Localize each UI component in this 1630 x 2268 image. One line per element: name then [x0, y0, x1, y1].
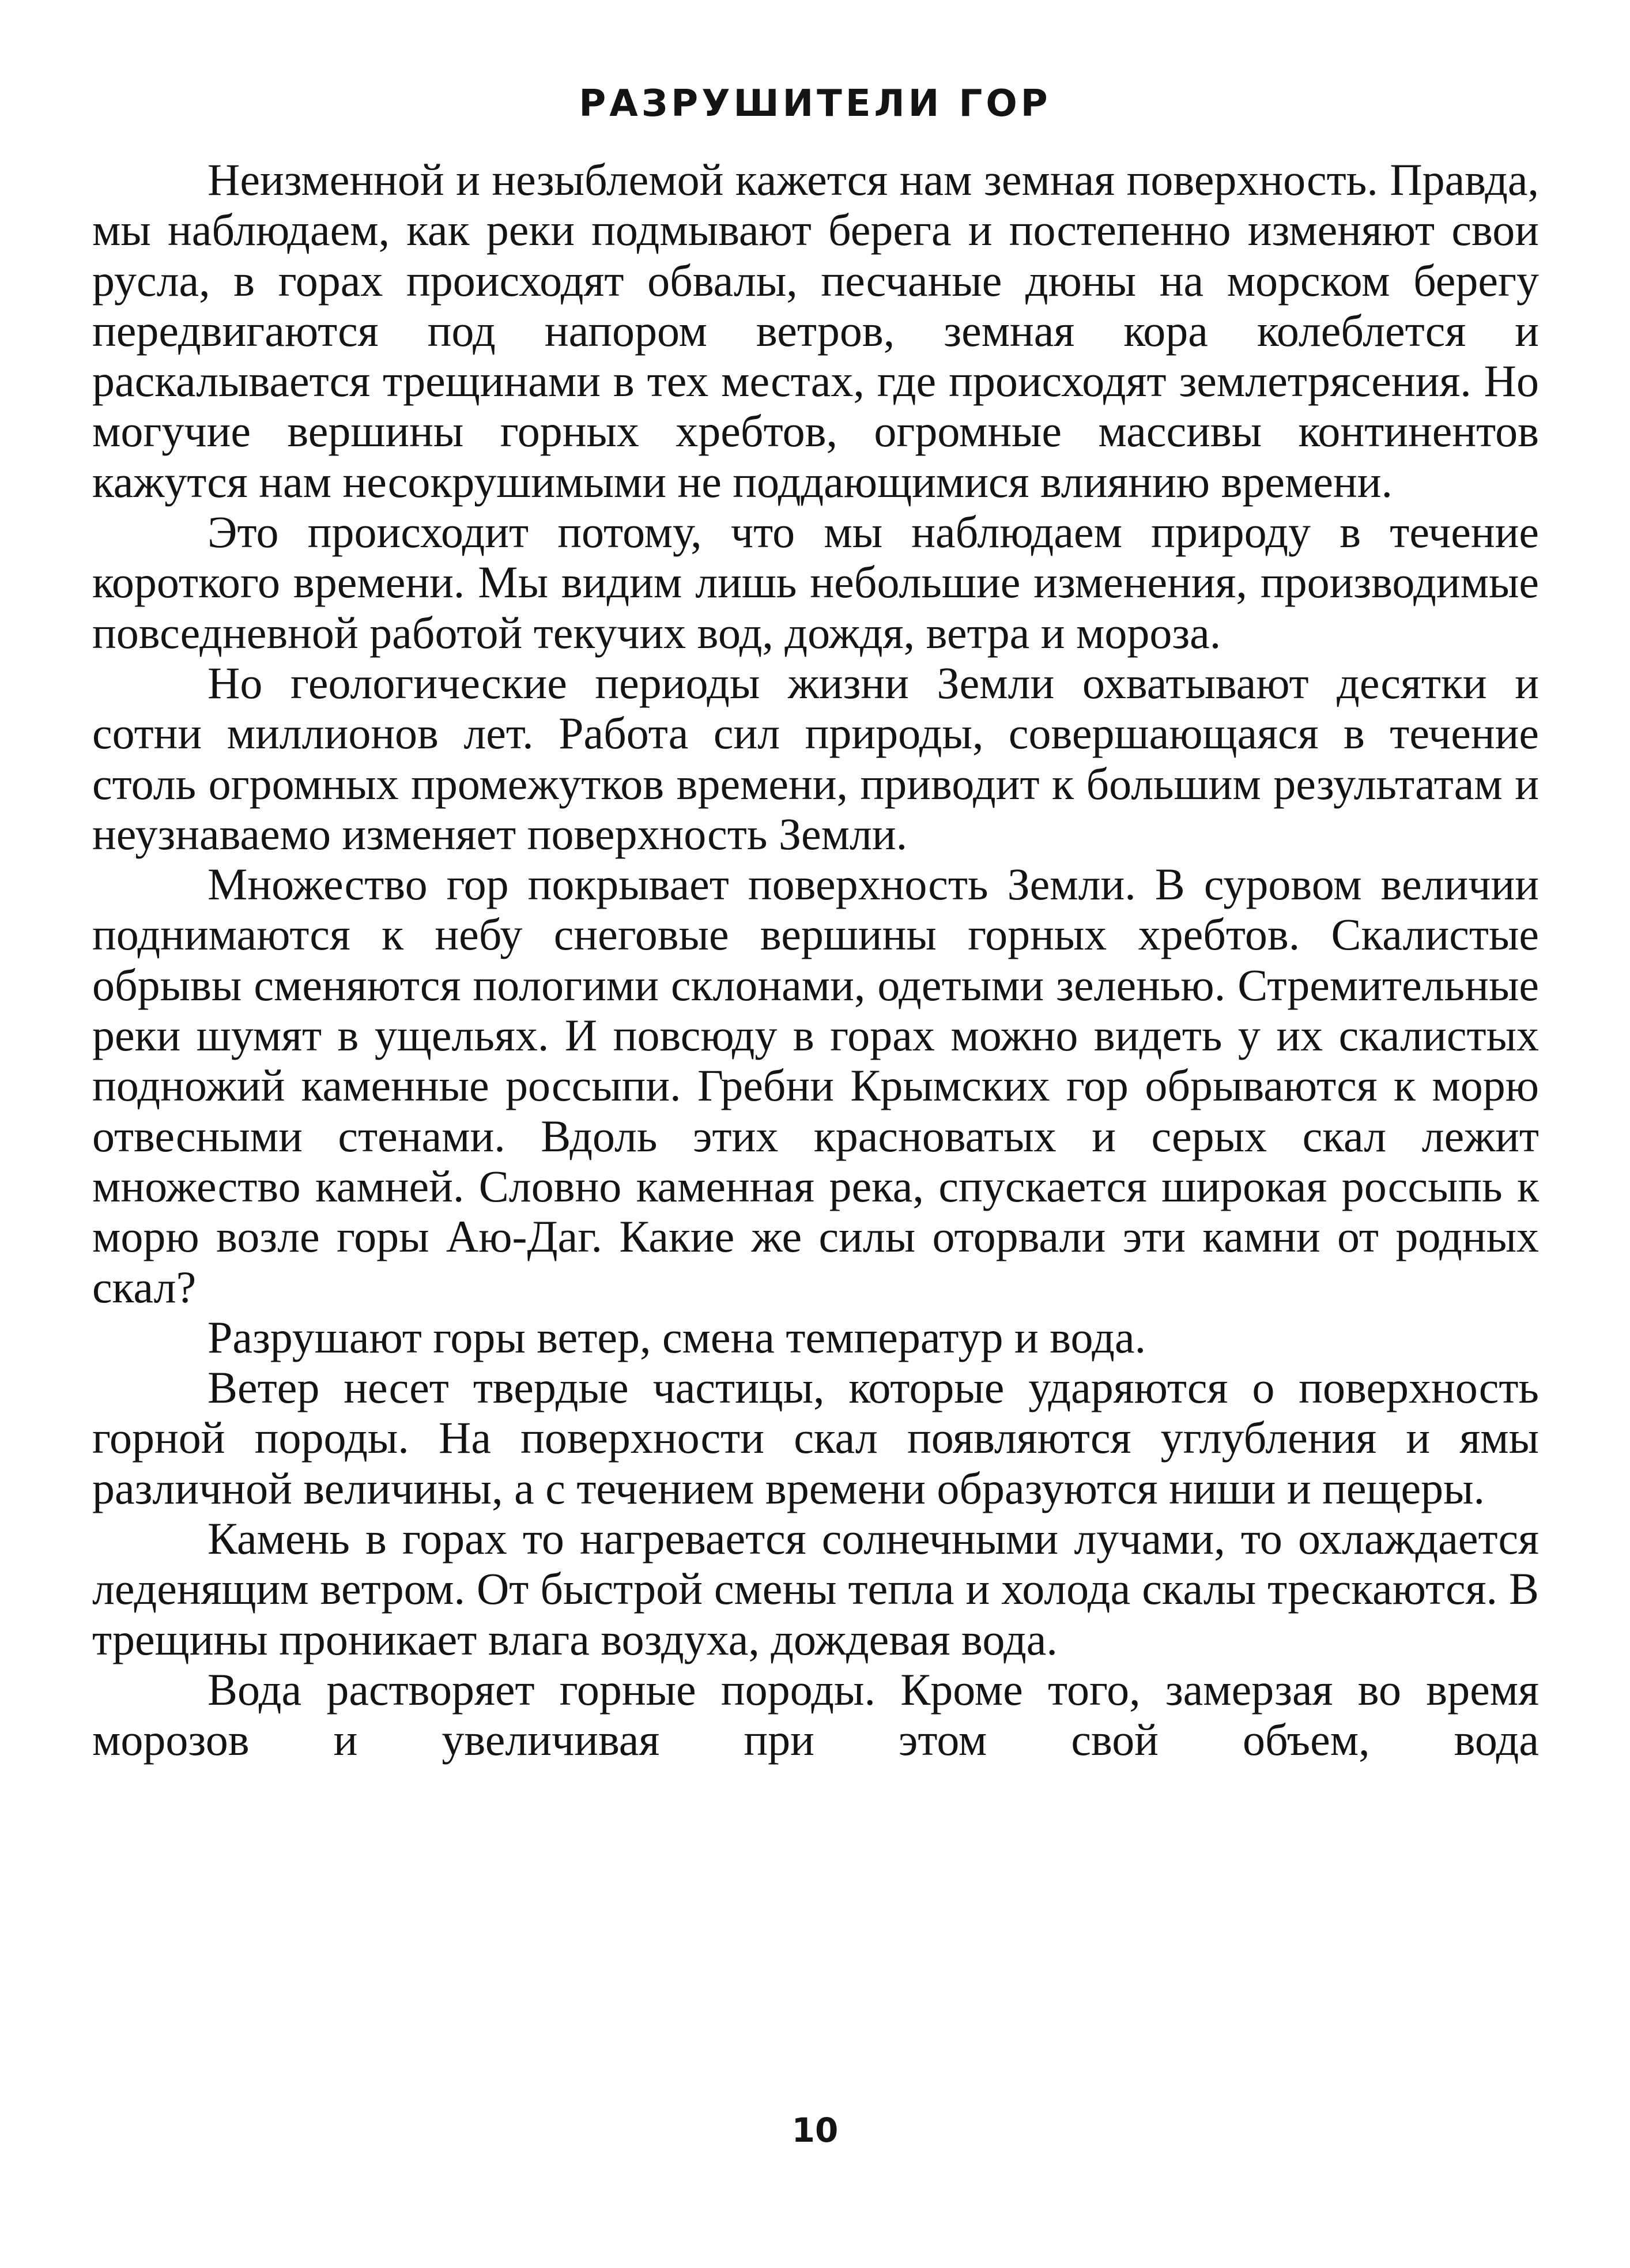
paragraph: Разрушают горы ветер, смена температур и вода. [207, 1312, 1146, 1362]
paragraph: Камень в горах то нагревается солнечными лучами, то охлаждается леденящим ветром. От быстрой смены тепла и холода скалы трескаются. В трещины проникает влага воздуха, дождевая вода. [92, 1513, 1539, 1664]
paragraph: Ветер несет твердые частицы, которые ударяются о поверхность горной породы. На поверхности скал появляются углубления и ямы различной величины, а с течением времени образуются ниши и пещеры. [92, 1362, 1539, 1513]
paragraph: Множество гор покрывает поверхность Земли. В суровом величии поднимаются к небу снеговые вершины горных хребтов. Скалистые обрывы сменяются пологими склонами, одетыми зеленью. Стремительные реки шумят в ущельях. И повсюду в горах можно видеть у их скалистых подножий каменные россыпи. Гребни Крымских гор обрываются к морю отвесными стенами. Вдоль этих красноватых и серых скал лежит множество камней. Словно каменная река, спускается широкая россыпь к морю возле горы Аю-Даг. Какие же силы оторвали эти камни от родных скал? [92, 859, 1539, 1312]
paragraph: Это происходит потому, что мы наблюдаем природу в течение короткого времени. Мы видим лишь небольшие изменения, производимые повседневной работой текучих вод, дождя, ветра и мороза. [92, 507, 1539, 658]
paragraph: Но геологические периоды жизни Земли охватывают десятки и сотни миллионов лет. Работа сил природы, совершающаяся в течение столь огромных промежутков времени, приводит к большим результатам и неузнаваемо изменяет поверхность Земли. [92, 657, 1539, 859]
paragraph: Неизменной и незыблемой кажется нам земная поверхность. Правда, мы наблюдаем, как реки подмывают берега и постепенно изменяют свои русла, в горах происходят обвалы, песчаные дюны на морском берегу передвигаются под напором ветров, земная кора колеблется и раскалывается трещинами в тех местах, где происходят землетрясения. Но могучие вершины горных хребтов, огромные массивы континентов кажутся нам несокрушимыми не поддающимися влиянию времени. [92, 155, 1539, 507]
page-number: 10 [791, 2111, 839, 2150]
paragraph: Вода растворяет горные породы. Кроме того, замерзая во время морозов и увеличивая при этом свой объем, вода [92, 1664, 1539, 1765]
page-title: РАЗРУШИТЕЛИ ГОР [579, 82, 1051, 125]
body-text [92, 155, 1539, 1765]
